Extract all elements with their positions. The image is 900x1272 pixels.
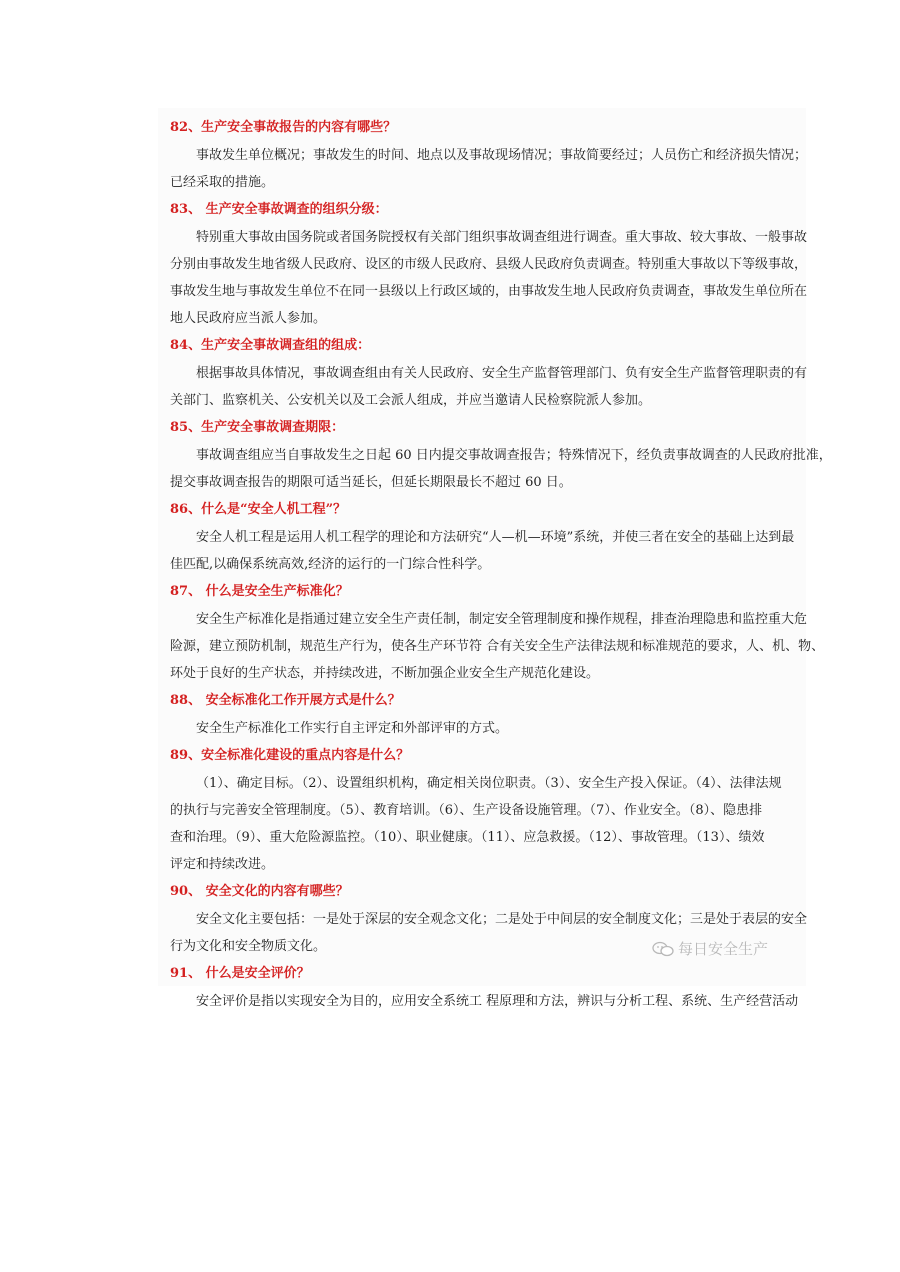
answer-paragraph (170, 142, 808, 196)
question-heading: 87、 什么是安全生产标准化？ (170, 584, 349, 599)
answer-paragraph (170, 715, 786, 742)
answer-paragraph (170, 606, 825, 687)
question-heading: 83、 生产安全事故调查的组织分级： (170, 202, 388, 217)
answer-line: 事故调查组应当自事故发生之日起 60 日内提交事故调查报告；特殊情况下，经负责事故调查的人民政府批准， (196, 448, 832, 463)
watermark (652, 938, 768, 959)
answer-line: 安全人机工程是运用人机工程学的理论和方法研究“人—机—环境”系统，并使三者在安全的基础上达到最 (196, 530, 795, 545)
answer-line: 评定和持续改进。 (170, 857, 275, 872)
answer-paragraph (170, 442, 832, 496)
answer-line: 安全评价是指以实现安全为目的，应用安全系统工 程原理和方法，辨识与分析工程、系统、生产经营活动 (196, 994, 799, 1009)
question-heading: 85、生产安全事故调查期限： (170, 420, 345, 435)
answer-paragraph (170, 988, 799, 1015)
answer-line: 特别重大事故由国务院或者国务院授权有关部门组织事故调查组进行调查。重大事故、较大事故、一般事故 (196, 230, 808, 245)
question-heading: 90、 安全文化的内容有哪些？ (170, 884, 349, 899)
answer-line: 安全文化主要包括：一是处于深层的安全观念文化；二是处于中间层的安全制度文化；三是处于表层的安全 (196, 912, 808, 927)
answer-line: 关部门、监察机关、公安机关以及工会派人组成，并应当邀请人民检察院派人参加。 (170, 393, 652, 408)
answer-line: （1）、确定目标。（2）、设置组织机构，确定相关岗位职责。（3）、安全生产投入保证。（4）、法律法规 (196, 776, 782, 791)
answer-line: 险源，建立预防机制，规范生产行为，使各生产环节符 合有关安全生产法律法规和标准规范的要求，人、机、物、 (170, 639, 825, 654)
answer-paragraph (170, 224, 808, 332)
question-heading: 86、什么是“安全人机工程”？ (170, 502, 347, 517)
answer-line: 事故发生地与事故发生单位不在同一县级以上行政区域的，由事故发生地人民政府负责调查，事故发生单位所在 (170, 284, 808, 299)
answer-paragraph (170, 770, 786, 878)
question-heading: 89、安全标准化建设的重点内容是什么？ (170, 748, 410, 763)
answer-line: 查和治理。（9）、重大危险源监控。（10）、职业健康。（11）、应急救援。（12）、事故管理。（13）、绩效 (170, 830, 765, 845)
wechat-icon (652, 941, 674, 957)
question-heading: 82、生产安全事故报告的内容有哪些？ (170, 120, 397, 135)
answer-line: 安全生产标准化是指通过建立安全生产责任制，制定安全管理制度和操作规程，排查治理隐患和监控重大危 (196, 612, 808, 627)
answer-line: 已经采取的措施。 (170, 175, 275, 190)
answer-line: 佳匹配,以确保系统高效,经济的运行的一门综合性科学。 (170, 557, 491, 572)
question-heading: 91、 什么是安全评价？ (170, 966, 310, 981)
answer-line: 安全生产标准化工作实行自主评定和外部评审的方式。 (196, 721, 509, 736)
answer-line: 根据事故具体情况，事故调查组由有关人民政府、安全生产监督管理部门、负有安全生产监督管理职责的有 (196, 366, 808, 381)
answer-line: 分别由事故发生地省级人民政府、设区的市级人民政府、县级人民政府负责调查。特别重大事故以下等级事故， (170, 257, 808, 272)
answer-line: 行为文化和安全物质文化。 (170, 939, 327, 954)
answer-paragraph (170, 524, 795, 578)
answer-line: 的执行与完善安全管理制度。（5）、教育培训。（6）、生产设备设施管理。（7）、作业安全。（8）、隐患排 (170, 803, 763, 818)
answer-line: 地人民政府应当派人参加。 (170, 311, 327, 326)
answer-line: 事故发生单位概况；事故发生的时间、地点以及事故现场情况；事故简要经过；人员伤亡和经济损失情况； (196, 148, 808, 163)
qa-list (170, 114, 832, 1015)
question-heading: 88、 安全标准化工作开展方式是什么？ (170, 693, 401, 708)
answer-paragraph (170, 360, 808, 414)
answer-line: 环处于良好的生产状态，并持续改进，不断加强企业安全生产规范化建设。 (170, 666, 600, 681)
document-content (158, 108, 832, 1009)
answer-line: 提交事故调查报告的期限可适当延长，但延长期限最长不超过 60 日。 (170, 475, 572, 490)
question-heading: 84、生产安全事故调查组的组成： (170, 338, 371, 353)
watermark-text: 每日安全生产 (678, 940, 769, 958)
